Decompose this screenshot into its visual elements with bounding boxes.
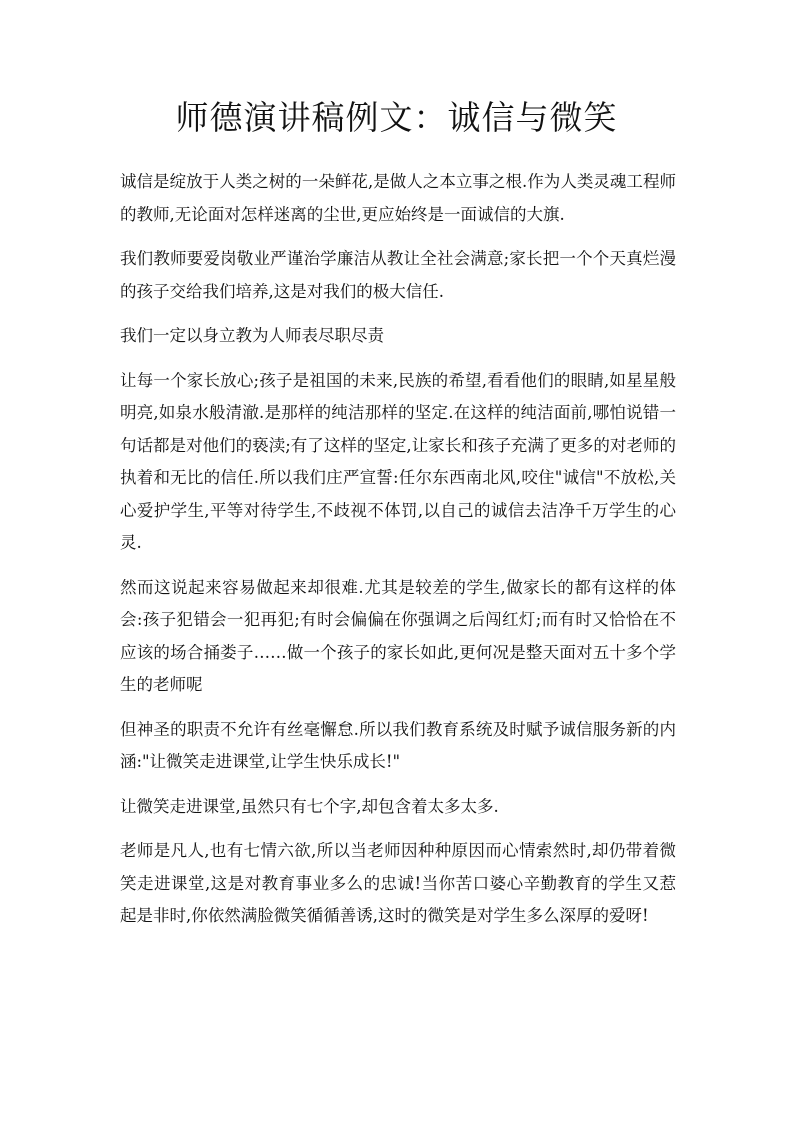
document-title: 师德演讲稿例文：诚信与微笑 (175, 98, 618, 137)
paragraph: 让微笑走进课堂,虽然只有七个字,却包含着太多太多. (120, 796, 499, 816)
paragraph: 但神圣的职责不允许有丝毫懈怠.所以我们教育系统及时赋予诚信服务新的内涵:"让微笑走进课堂,让学生快乐成长!" (120, 719, 676, 771)
paragraph: 老师是凡人,也有七情六欲,所以当老师因种种原因而心情索然时,却仍带着微笑走进课堂,这是对教育事业多么的忠诚!当你苦口婆心辛勤教育的学生又惹起是非时,你依然满脸微笑循循善诱,这时的微笑是对学生多么深厚的爱呀! (120, 841, 676, 925)
paragraph: 让每一个家长放心;孩子是祖国的未来,民族的希望,看看他们的眼睛,如星星般明亮,如泉水般清澈.是那样的纯洁那样的坚定.在这样的纯洁面前,哪怕说错一句话都是对他们的亵渎;有了这样的坚定,让家长和孩子充满了更多的对老师的执着和无比的信任.所以我们庄严宣誓:任尔东西南北风,咬住"诚信"不放松,关心爱护学生,平等对待学生,不歧视不体罚,以自己的诚信去洁净千万学生的心灵. (120, 370, 676, 552)
paragraph: 我们一定以身立教为人师表尽职尽责 (120, 326, 384, 345)
paragraph: 我们教师要爱岗敬业严谨治学廉洁从教让全社会满意;家长把一个个天真烂漫的孩子交给我们培养,这是对我们的极大信任. (120, 249, 676, 301)
paragraph: 然而这说起来容易做起来却很难.尤其是较差的学生,做家长的都有这样的体会:孩子犯错会一犯再犯;有时会偏偏在你强调之后闯红灯;而有时又恰恰在不应该的场合捅娄子……做一个孩子的家长如此,更何况是整天面对五十多个学生的老师呢 (120, 577, 676, 694)
document-body (120, 166, 676, 945)
paragraph: 诚信是绽放于人类之树的一朵鲜花,是做人之本立事之根.作为人类灵魂工程师的教师,无论面对怎样迷离的尘世,更应始终是一面诚信的大旗. (120, 172, 676, 224)
